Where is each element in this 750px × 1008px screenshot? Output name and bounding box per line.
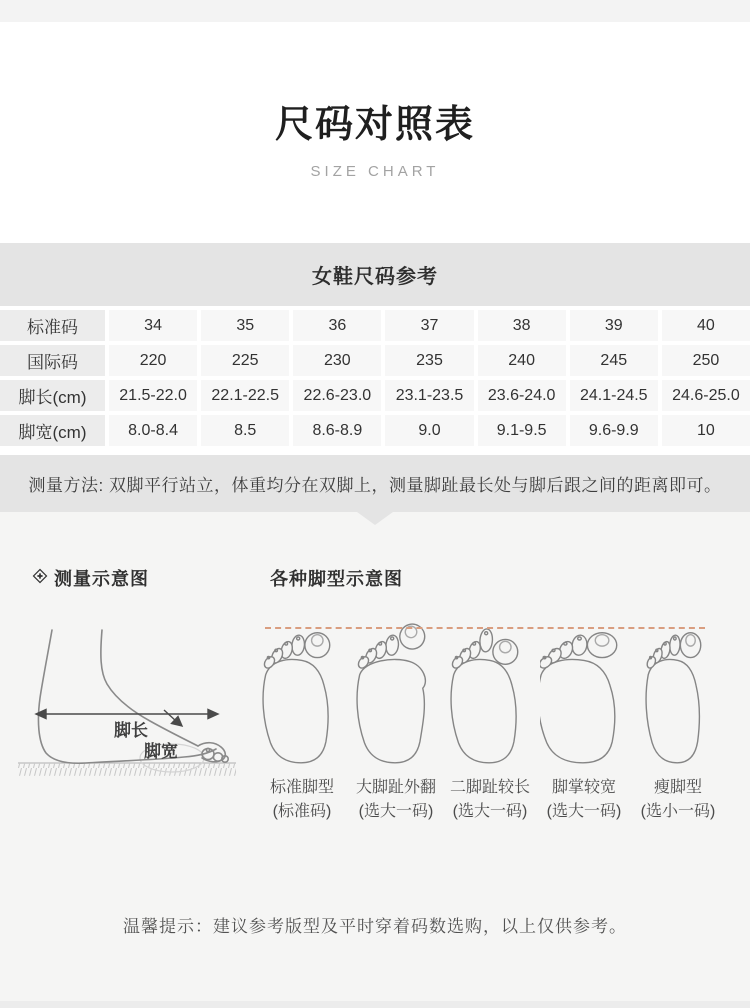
top-gray-bar [0, 0, 750, 22]
measure-method-text: 测量方法: 双脚平行站立，体重均分在双脚上，测量脚趾最长处与脚后跟之间的距离即可。 [28, 476, 722, 495]
measure-diagram-title [32, 565, 149, 591]
table-cell: 9.1-9.5 [478, 415, 566, 446]
foot-type-name: 脚掌较宽 [551, 779, 616, 796]
table-cell: 40 [662, 310, 750, 341]
friendly-tip: 温馨提示：建议参考版型及平时穿着码数选购，以上仅供参考。 [123, 917, 627, 936]
foot-type-valgus [349, 618, 443, 824]
row-header: 国际码 [0, 345, 105, 376]
table-cell: 21.5-22.0 [109, 380, 197, 411]
foot-types-illustrations [255, 618, 725, 824]
table-cell: 23.6-24.0 [478, 380, 566, 411]
table-cell: 24.1-24.5 [570, 380, 658, 411]
bottom-gray-bar [0, 1001, 750, 1008]
table-cell: 230 [293, 345, 381, 376]
page-subtitle: SIZE CHART [310, 163, 440, 180]
table-cell: 22.1-22.5 [201, 380, 289, 411]
table-cell: 38 [478, 310, 566, 341]
foot-type-note: (选大一码) [546, 803, 622, 820]
table-cell: 8.0-8.4 [109, 415, 197, 446]
row-header: 脚长(cm) [0, 380, 105, 411]
foot-valgus-illustration [352, 618, 440, 768]
foot-types-title [270, 565, 403, 591]
table-cell: 35 [201, 310, 289, 341]
table-cell: 39 [570, 310, 658, 341]
foot-measure-illustration [12, 600, 242, 778]
foot-types-title-label: 各种脚型示意图 [270, 569, 403, 589]
foot-type-note: (选小一码) [640, 803, 716, 820]
foot-long-second-toe-illustration [446, 618, 534, 768]
table-cell: 36 [293, 310, 381, 341]
table-cell: 8.6-8.9 [293, 415, 381, 446]
table-cell: 235 [385, 345, 473, 376]
foot-type-name: 二脚趾较长 [449, 779, 530, 796]
foot-type-name: 大脚趾外翻 [355, 779, 436, 796]
foot-type-name: 标准脚型 [269, 779, 334, 796]
foot-type-note: (选大一码) [358, 803, 434, 820]
diagram-section [0, 512, 750, 1008]
foot-type-long-second-toe [443, 618, 537, 824]
table-cell: 9.0 [385, 415, 473, 446]
table-cell: 225 [201, 345, 289, 376]
measure-method-band [0, 455, 750, 512]
foot-length-label: 脚长 [114, 721, 148, 740]
foot-width-label: 脚宽 [144, 742, 178, 761]
table-cell: 22.6-23.0 [293, 380, 381, 411]
row-header: 标准码 [0, 310, 105, 341]
foot-type-name: 瘦脚型 [653, 779, 702, 796]
caret-down-icon [357, 512, 393, 525]
table-cell: 250 [662, 345, 750, 376]
row-header: 脚宽(cm) [0, 415, 105, 446]
table-title-band [0, 243, 750, 306]
foot-type-note: (选大一码) [452, 803, 528, 820]
table-cell: 23.1-23.5 [385, 380, 473, 411]
table-cell: 220 [109, 345, 197, 376]
title-section [0, 22, 750, 243]
toe-alignment-dotted-line [265, 627, 705, 629]
table-cell: 34 [109, 310, 197, 341]
measure-diagram-title-label: 测量示意图 [54, 569, 149, 589]
foot-type-note: (标准码) [272, 803, 332, 820]
foot-type-standard [255, 618, 349, 824]
table-cell: 245 [570, 345, 658, 376]
foot-type-slim [631, 618, 725, 824]
table-cell: 10 [662, 415, 750, 446]
table-cell: 8.5 [201, 415, 289, 446]
table-cell: 9.6-9.9 [570, 415, 658, 446]
table-cell: 240 [478, 345, 566, 376]
foot-type-wide [537, 618, 631, 824]
foot-wide-illustration [540, 618, 628, 768]
table-title: 女鞋尺码参考 [312, 266, 438, 288]
diamond-icon [32, 568, 48, 589]
foot-standard-illustration [258, 618, 346, 768]
table-cell: 37 [385, 310, 473, 341]
page-title: 尺码对照表 [274, 104, 475, 146]
size-table [0, 310, 750, 446]
foot-slim-illustration [634, 618, 722, 768]
table-cell: 24.6-25.0 [662, 380, 750, 411]
